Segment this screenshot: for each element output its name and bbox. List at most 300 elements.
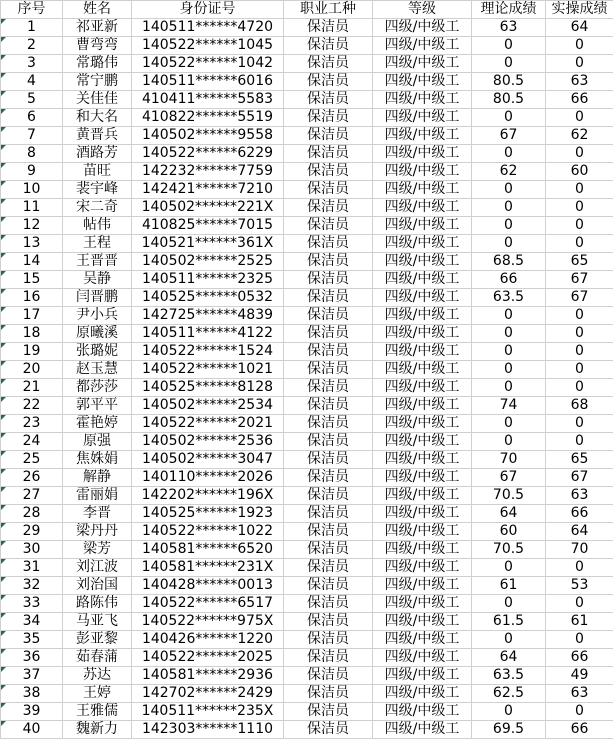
cell-level[interactable] xyxy=(373,433,472,451)
cell-level[interactable] xyxy=(373,181,472,199)
cell-theory-score[interactable] xyxy=(472,721,546,739)
cell-practical-score[interactable] xyxy=(546,271,613,289)
cell-id-number[interactable] xyxy=(132,451,284,469)
cell-serial[interactable] xyxy=(1,559,63,577)
cell-practical-score[interactable] xyxy=(546,145,613,163)
cell-occupation[interactable] xyxy=(284,703,373,721)
cell-occupation[interactable] xyxy=(284,307,373,325)
header-practical-score[interactable]: 实操成绩 xyxy=(546,1,613,19)
cell-serial[interactable] xyxy=(1,289,63,307)
cell-id-number[interactable] xyxy=(132,685,284,703)
cell-serial[interactable] xyxy=(1,613,63,631)
cell-id-number[interactable] xyxy=(132,595,284,613)
cell-occupation[interactable] xyxy=(284,613,373,631)
cell-theory-score[interactable] xyxy=(472,199,546,217)
cell-serial[interactable] xyxy=(1,163,63,181)
cell-level[interactable] xyxy=(373,91,472,109)
cell-practical-score[interactable] xyxy=(546,109,613,127)
cell-occupation[interactable] xyxy=(284,55,373,73)
cell-theory-score[interactable] xyxy=(472,703,546,721)
header-occupation[interactable]: 职业工种 xyxy=(284,1,373,19)
cell-practical-score[interactable] xyxy=(546,55,613,73)
cell-practical-score[interactable] xyxy=(546,523,613,541)
cell-serial[interactable] xyxy=(1,649,63,667)
cell-practical-score[interactable] xyxy=(546,703,613,721)
cell-name[interactable] xyxy=(63,343,132,361)
cell-serial[interactable] xyxy=(1,325,63,343)
header-level[interactable]: 等级 xyxy=(373,1,472,19)
cell-level[interactable] xyxy=(373,721,472,739)
cell-occupation[interactable] xyxy=(284,451,373,469)
cell-practical-score[interactable] xyxy=(546,361,613,379)
cell-theory-score[interactable] xyxy=(472,307,546,325)
cell-practical-score[interactable] xyxy=(546,721,613,739)
cell-theory-score[interactable] xyxy=(472,271,546,289)
cell-theory-score[interactable] xyxy=(472,397,546,415)
cell-theory-score[interactable] xyxy=(472,559,546,577)
cell-theory-score[interactable] xyxy=(472,649,546,667)
cell-theory-score[interactable] xyxy=(472,217,546,235)
cell-level[interactable] xyxy=(373,37,472,55)
cell-id-number[interactable] xyxy=(132,505,284,523)
cell-occupation[interactable] xyxy=(284,343,373,361)
cell-name[interactable] xyxy=(63,289,132,307)
cell-theory-score[interactable] xyxy=(472,325,546,343)
cell-name[interactable] xyxy=(63,37,132,55)
cell-practical-score[interactable] xyxy=(546,559,613,577)
cell-level[interactable] xyxy=(373,271,472,289)
cell-level[interactable] xyxy=(373,559,472,577)
cell-occupation[interactable] xyxy=(284,271,373,289)
cell-occupation[interactable] xyxy=(284,163,373,181)
cell-id-number[interactable] xyxy=(132,577,284,595)
cell-occupation[interactable] xyxy=(284,217,373,235)
cell-occupation[interactable] xyxy=(284,649,373,667)
cell-name[interactable] xyxy=(63,163,132,181)
cell-serial[interactable] xyxy=(1,55,63,73)
cell-level[interactable] xyxy=(373,289,472,307)
cell-serial[interactable] xyxy=(1,109,63,127)
cell-serial[interactable] xyxy=(1,73,63,91)
cell-name[interactable] xyxy=(63,145,132,163)
cell-level[interactable] xyxy=(373,469,472,487)
cell-occupation[interactable] xyxy=(284,379,373,397)
cell-id-number[interactable] xyxy=(132,181,284,199)
cell-name[interactable] xyxy=(63,325,132,343)
cell-name[interactable] xyxy=(63,451,132,469)
cell-serial[interactable] xyxy=(1,685,63,703)
cell-level[interactable] xyxy=(373,487,472,505)
cell-level[interactable] xyxy=(373,73,472,91)
cell-serial[interactable] xyxy=(1,415,63,433)
cell-id-number[interactable] xyxy=(132,523,284,541)
table-row xyxy=(1,631,613,649)
cell-occupation[interactable] xyxy=(284,199,373,217)
cell-name[interactable] xyxy=(63,541,132,559)
cell-id-number[interactable] xyxy=(132,343,284,361)
cell-theory-score[interactable] xyxy=(472,451,546,469)
cell-name[interactable] xyxy=(63,181,132,199)
cell-serial[interactable] xyxy=(1,451,63,469)
cell-practical-score[interactable] xyxy=(546,685,613,703)
cell-serial[interactable] xyxy=(1,595,63,613)
cell-serial[interactable] xyxy=(1,361,63,379)
cell-serial[interactable] xyxy=(1,667,63,685)
cell-name[interactable] xyxy=(63,649,132,667)
cell-practical-score[interactable] xyxy=(546,613,613,631)
cell-name[interactable] xyxy=(63,73,132,91)
cell-id-number[interactable] xyxy=(132,253,284,271)
cell-serial[interactable] xyxy=(1,91,63,109)
cell-id-number[interactable] xyxy=(132,433,284,451)
cell-theory-score[interactable] xyxy=(472,343,546,361)
cell-practical-score[interactable] xyxy=(546,307,613,325)
cell-id-number[interactable] xyxy=(132,631,284,649)
cell-id-number[interactable] xyxy=(132,145,284,163)
cell-level[interactable] xyxy=(373,145,472,163)
cell-id-number[interactable] xyxy=(132,721,284,739)
cell-level[interactable] xyxy=(373,703,472,721)
cell-occupation[interactable] xyxy=(284,631,373,649)
cell-name[interactable] xyxy=(63,631,132,649)
cell-id-number[interactable] xyxy=(132,163,284,181)
cell-name[interactable] xyxy=(63,523,132,541)
cell-practical-score[interactable] xyxy=(546,415,613,433)
cell-theory-score[interactable] xyxy=(472,127,546,145)
cell-occupation[interactable] xyxy=(284,595,373,613)
cell-theory-score[interactable] xyxy=(472,289,546,307)
cell-level[interactable] xyxy=(373,631,472,649)
cell-name[interactable] xyxy=(63,577,132,595)
cell-level[interactable] xyxy=(373,667,472,685)
cell-serial[interactable] xyxy=(1,19,63,37)
cell-id-number[interactable] xyxy=(132,55,284,73)
cell-theory-score[interactable] xyxy=(472,541,546,559)
cell-theory-score[interactable] xyxy=(472,73,546,91)
cell-name[interactable] xyxy=(63,667,132,685)
cell-practical-score[interactable] xyxy=(546,469,613,487)
cell-id-number[interactable] xyxy=(132,109,284,127)
cell-practical-score[interactable] xyxy=(546,19,613,37)
table-row xyxy=(1,487,613,505)
cell-name[interactable] xyxy=(63,595,132,613)
cell-value: 69.5 xyxy=(492,721,525,737)
cell-occupation[interactable] xyxy=(284,667,373,685)
cell-theory-score[interactable] xyxy=(472,379,546,397)
cell-occupation[interactable] xyxy=(284,469,373,487)
cell-name[interactable] xyxy=(63,217,132,235)
cell-practical-score[interactable] xyxy=(546,631,613,649)
cell-level[interactable] xyxy=(373,613,472,631)
cell-level[interactable] xyxy=(373,163,472,181)
cell-serial[interactable] xyxy=(1,577,63,595)
cell-name[interactable] xyxy=(63,397,132,415)
cell-occupation[interactable] xyxy=(284,19,373,37)
cell-serial[interactable] xyxy=(1,127,63,145)
cell-name[interactable] xyxy=(63,271,132,289)
cell-serial[interactable] xyxy=(1,703,63,721)
cell-occupation[interactable] xyxy=(284,325,373,343)
cell-id-number[interactable] xyxy=(132,19,284,37)
cell-practical-score[interactable] xyxy=(546,325,613,343)
cell-serial[interactable] xyxy=(1,307,63,325)
cell-practical-score[interactable] xyxy=(546,163,613,181)
cell-value: 李晋 xyxy=(83,505,111,521)
cell-theory-score[interactable] xyxy=(472,145,546,163)
cell-practical-score[interactable] xyxy=(546,595,613,613)
cell-theory-score[interactable] xyxy=(472,181,546,199)
cell-name[interactable] xyxy=(63,613,132,631)
cell-theory-score[interactable] xyxy=(472,469,546,487)
cell-practical-score[interactable] xyxy=(546,217,613,235)
cell-value: 0 xyxy=(575,307,584,323)
cell-serial[interactable] xyxy=(1,145,63,163)
cell-id-number[interactable] xyxy=(132,541,284,559)
cell-theory-score[interactable] xyxy=(472,667,546,685)
cell-theory-score[interactable] xyxy=(472,433,546,451)
cell-id-number[interactable] xyxy=(132,199,284,217)
header-theory-score[interactable]: 理论成绩 xyxy=(472,1,546,19)
cell-practical-score[interactable] xyxy=(546,397,613,415)
cell-id-number[interactable] xyxy=(132,469,284,487)
cell-id-number[interactable] xyxy=(132,487,284,505)
cell-serial[interactable] xyxy=(1,505,63,523)
cell-practical-score[interactable] xyxy=(546,343,613,361)
cell-id-number[interactable] xyxy=(132,415,284,433)
cell-occupation[interactable] xyxy=(284,127,373,145)
cell-practical-score[interactable] xyxy=(546,73,613,91)
header-serial[interactable]: 序号 xyxy=(1,1,63,19)
cell-serial[interactable] xyxy=(1,343,63,361)
cell-name[interactable] xyxy=(63,487,132,505)
cell-serial[interactable] xyxy=(1,433,63,451)
cell-theory-score[interactable] xyxy=(472,415,546,433)
cell-serial[interactable] xyxy=(1,397,63,415)
cell-practical-score[interactable] xyxy=(546,577,613,595)
cell-name[interactable] xyxy=(63,55,132,73)
cell-name[interactable] xyxy=(63,307,132,325)
cell-occupation[interactable] xyxy=(284,181,373,199)
cell-name[interactable] xyxy=(63,361,132,379)
cell-theory-score[interactable] xyxy=(472,19,546,37)
cell-level[interactable] xyxy=(373,451,472,469)
header-name[interactable]: 姓名 xyxy=(63,1,132,19)
cell-value: 0 xyxy=(575,325,584,341)
cell-value: 0 xyxy=(575,559,584,575)
cell-practical-score[interactable] xyxy=(546,127,613,145)
cell-occupation[interactable] xyxy=(284,109,373,127)
cell-serial[interactable] xyxy=(1,379,63,397)
cell-level[interactable] xyxy=(373,109,472,127)
cell-occupation[interactable] xyxy=(284,91,373,109)
cell-name[interactable] xyxy=(63,199,132,217)
cell-theory-score[interactable] xyxy=(472,631,546,649)
cell-practical-score[interactable] xyxy=(546,235,613,253)
cell-id-number[interactable] xyxy=(132,379,284,397)
cell-level[interactable] xyxy=(373,415,472,433)
cell-theory-score[interactable] xyxy=(472,361,546,379)
cell-level[interactable] xyxy=(373,19,472,37)
cell-practical-score[interactable] xyxy=(546,199,613,217)
cell-occupation[interactable] xyxy=(284,487,373,505)
cell-id-number[interactable] xyxy=(132,73,284,91)
cell-occupation[interactable] xyxy=(284,685,373,703)
cell-theory-score[interactable] xyxy=(472,37,546,55)
cell-serial[interactable] xyxy=(1,541,63,559)
cell-theory-score[interactable] xyxy=(472,91,546,109)
cell-id-number[interactable] xyxy=(132,397,284,415)
cell-occupation[interactable] xyxy=(284,559,373,577)
cell-id-number[interactable] xyxy=(132,649,284,667)
cell-level[interactable] xyxy=(373,541,472,559)
cell-id-number[interactable] xyxy=(132,703,284,721)
cell-level[interactable] xyxy=(373,325,472,343)
cell-practical-score[interactable] xyxy=(546,91,613,109)
cell-practical-score[interactable] xyxy=(546,487,613,505)
cell-occupation[interactable] xyxy=(284,541,373,559)
cell-level[interactable] xyxy=(373,307,472,325)
cell-level[interactable] xyxy=(373,217,472,235)
cell-serial[interactable] xyxy=(1,181,63,199)
cell-name[interactable] xyxy=(63,559,132,577)
cell-name[interactable] xyxy=(63,469,132,487)
cell-practical-score[interactable] xyxy=(546,541,613,559)
cell-occupation[interactable] xyxy=(284,505,373,523)
cell-id-number[interactable] xyxy=(132,271,284,289)
cell-level[interactable] xyxy=(373,685,472,703)
cell-serial[interactable] xyxy=(1,487,63,505)
cell-theory-score[interactable] xyxy=(472,109,546,127)
cell-id-number[interactable] xyxy=(132,91,284,109)
cell-theory-score[interactable] xyxy=(472,523,546,541)
cell-theory-score[interactable] xyxy=(472,685,546,703)
cell-value: 140581******2936 xyxy=(141,667,274,683)
cell-value: 保洁员 xyxy=(307,217,349,233)
cell-theory-score[interactable] xyxy=(472,577,546,595)
cell-occupation[interactable] xyxy=(284,145,373,163)
cell-occupation[interactable] xyxy=(284,433,373,451)
cell-name[interactable] xyxy=(63,379,132,397)
cell-id-number[interactable] xyxy=(132,217,284,235)
cell-practical-score[interactable] xyxy=(546,667,613,685)
cell-level[interactable] xyxy=(373,595,472,613)
cell-id-number[interactable] xyxy=(132,289,284,307)
cell-level[interactable] xyxy=(373,505,472,523)
cell-name[interactable] xyxy=(63,415,132,433)
cell-level[interactable] xyxy=(373,343,472,361)
cell-id-number[interactable] xyxy=(132,667,284,685)
cell-practical-score[interactable] xyxy=(546,649,613,667)
cell-serial[interactable] xyxy=(1,271,63,289)
cell-name[interactable] xyxy=(63,109,132,127)
cell-occupation[interactable] xyxy=(284,361,373,379)
cell-occupation[interactable] xyxy=(284,721,373,739)
cell-practical-score[interactable] xyxy=(546,253,613,271)
cell-occupation[interactable] xyxy=(284,523,373,541)
cell-id-number[interactable] xyxy=(132,307,284,325)
cell-name[interactable] xyxy=(63,253,132,271)
cell-theory-score[interactable] xyxy=(472,235,546,253)
cell-serial[interactable] xyxy=(1,235,63,253)
cell-theory-score[interactable] xyxy=(472,505,546,523)
cell-theory-score[interactable] xyxy=(472,487,546,505)
cell-id-number[interactable] xyxy=(132,559,284,577)
cell-occupation[interactable] xyxy=(284,37,373,55)
cell-practical-score[interactable] xyxy=(546,379,613,397)
cell-occupation[interactable] xyxy=(284,577,373,595)
cell-level[interactable] xyxy=(373,127,472,145)
cell-serial[interactable] xyxy=(1,523,63,541)
cell-value: 140502******3047 xyxy=(141,451,274,467)
cell-level[interactable] xyxy=(373,235,472,253)
cell-name[interactable] xyxy=(63,127,132,145)
cell-name[interactable] xyxy=(63,91,132,109)
cell-level[interactable] xyxy=(373,361,472,379)
cell-theory-score[interactable] xyxy=(472,163,546,181)
cell-id-number[interactable] xyxy=(132,235,284,253)
cell-name[interactable] xyxy=(63,235,132,253)
cell-practical-score[interactable] xyxy=(546,451,613,469)
cell-id-number[interactable] xyxy=(132,325,284,343)
cell-name[interactable] xyxy=(63,721,132,739)
cell-practical-score[interactable] xyxy=(546,37,613,55)
header-id-number[interactable]: 身份证号 xyxy=(132,1,284,19)
cell-occupation[interactable] xyxy=(284,415,373,433)
cell-name[interactable] xyxy=(63,433,132,451)
cell-level[interactable] xyxy=(373,253,472,271)
cell-name[interactable] xyxy=(63,685,132,703)
cell-level[interactable] xyxy=(373,523,472,541)
cell-serial[interactable] xyxy=(1,469,63,487)
cell-practical-score[interactable] xyxy=(546,289,613,307)
cell-level[interactable] xyxy=(373,379,472,397)
cell-level[interactable] xyxy=(373,397,472,415)
cell-theory-score[interactable] xyxy=(472,55,546,73)
cell-theory-score[interactable] xyxy=(472,613,546,631)
cell-occupation[interactable] xyxy=(284,289,373,307)
cell-value: 保洁员 xyxy=(307,397,349,413)
cell-id-number[interactable] xyxy=(132,361,284,379)
cell-practical-score[interactable] xyxy=(546,181,613,199)
cell-id-number[interactable] xyxy=(132,613,284,631)
cell-occupation[interactable] xyxy=(284,235,373,253)
cell-id-number[interactable] xyxy=(132,127,284,145)
cell-occupation[interactable] xyxy=(284,253,373,271)
cell-serial[interactable] xyxy=(1,37,63,55)
cell-practical-score[interactable] xyxy=(546,505,613,523)
cell-serial[interactable] xyxy=(1,253,63,271)
cell-name[interactable] xyxy=(63,505,132,523)
cell-occupation[interactable] xyxy=(284,73,373,91)
cell-serial[interactable] xyxy=(1,217,63,235)
cell-theory-score[interactable] xyxy=(472,253,546,271)
cell-serial[interactable] xyxy=(1,721,63,739)
cell-serial[interactable] xyxy=(1,199,63,217)
cell-serial[interactable] xyxy=(1,631,63,649)
cell-level[interactable] xyxy=(373,199,472,217)
cell-practical-score[interactable] xyxy=(546,433,613,451)
cell-value: 0 xyxy=(504,109,513,125)
cell-level[interactable] xyxy=(373,649,472,667)
cell-level[interactable] xyxy=(373,55,472,73)
cell-id-number[interactable] xyxy=(132,37,284,55)
cell-value: 142202******196X xyxy=(141,487,274,503)
cell-level[interactable] xyxy=(373,577,472,595)
cell-name[interactable] xyxy=(63,703,132,721)
cell-theory-score[interactable] xyxy=(472,595,546,613)
cell-occupation[interactable] xyxy=(284,397,373,415)
cell-name[interactable] xyxy=(63,19,132,37)
